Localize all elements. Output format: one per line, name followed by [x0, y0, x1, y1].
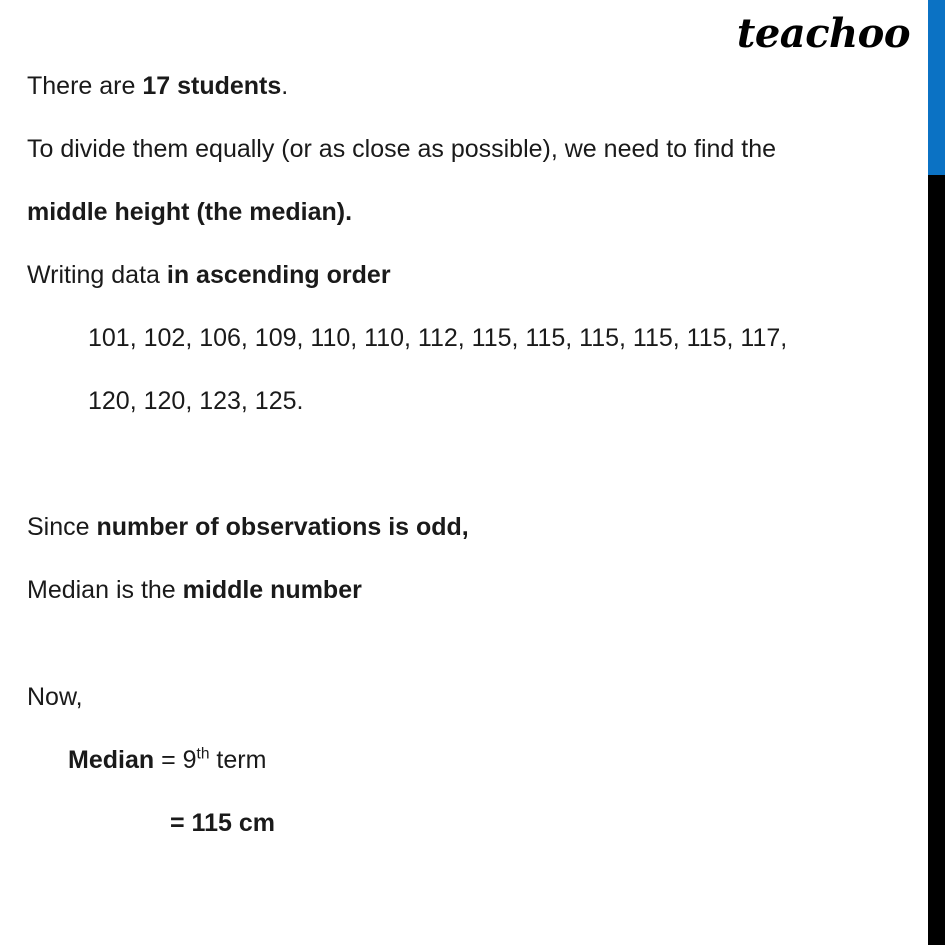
- statement-student-count-suffix: .: [281, 72, 289, 100]
- data-values-row-1: 101, 102, 106, 109, 110, 110, 112, 115, 115, 115, 115, 115, 117,: [88, 324, 788, 352]
- statement-ascending-order: [27, 244, 917, 307]
- statement-median-middle-number: [27, 559, 917, 622]
- median-term-equation-unit: term: [209, 746, 267, 774]
- median-result-value: [27, 792, 917, 855]
- median-term-equation-label: Median: [68, 746, 155, 774]
- statement-median-middle-number-bold: middle number: [182, 576, 362, 604]
- right-edge-strip: [928, 0, 945, 945]
- median-result-value-bold: = 115 cm: [170, 809, 275, 837]
- lesson-content: [27, 55, 917, 855]
- median-term-ordinal-suffix: th: [196, 745, 210, 763]
- statement-odd-observations-prefix: Since: [27, 513, 97, 541]
- teachoo-logo: teachoo: [736, 10, 910, 57]
- statement-middle-height: [27, 181, 917, 244]
- statement-student-count-bold: 17 students: [142, 72, 282, 100]
- spacer-before-now: [27, 622, 917, 666]
- statement-odd-observations: [27, 496, 917, 559]
- data-values-row-2: 120, 120, 123, 125.: [88, 387, 304, 415]
- statement-student-count: [27, 55, 917, 118]
- median-term-equation-equals: = 9: [154, 746, 197, 774]
- statement-now: Now,: [27, 683, 83, 711]
- statement-odd-observations-bold: number of observations is odd,: [96, 513, 469, 541]
- statement-divide-equally-text: To divide them equally (or as close as possible), we need to find the: [27, 135, 777, 163]
- statement-ascending-order-prefix: Writing data: [27, 261, 167, 289]
- statement-divide-equally: [27, 118, 917, 181]
- statement-ascending-order-bold: in ascending order: [166, 261, 391, 289]
- edge-strip-black-segment: [928, 175, 945, 945]
- statement-student-count-prefix: There are: [27, 72, 143, 100]
- statement-median-middle-number-prefix: Median is the: [27, 576, 183, 604]
- statement-middle-height-bold: middle height (the median).: [27, 198, 353, 226]
- edge-strip-blue-segment: [928, 0, 945, 175]
- spacer-after-data: [27, 433, 917, 496]
- median-term-equation: [27, 729, 917, 792]
